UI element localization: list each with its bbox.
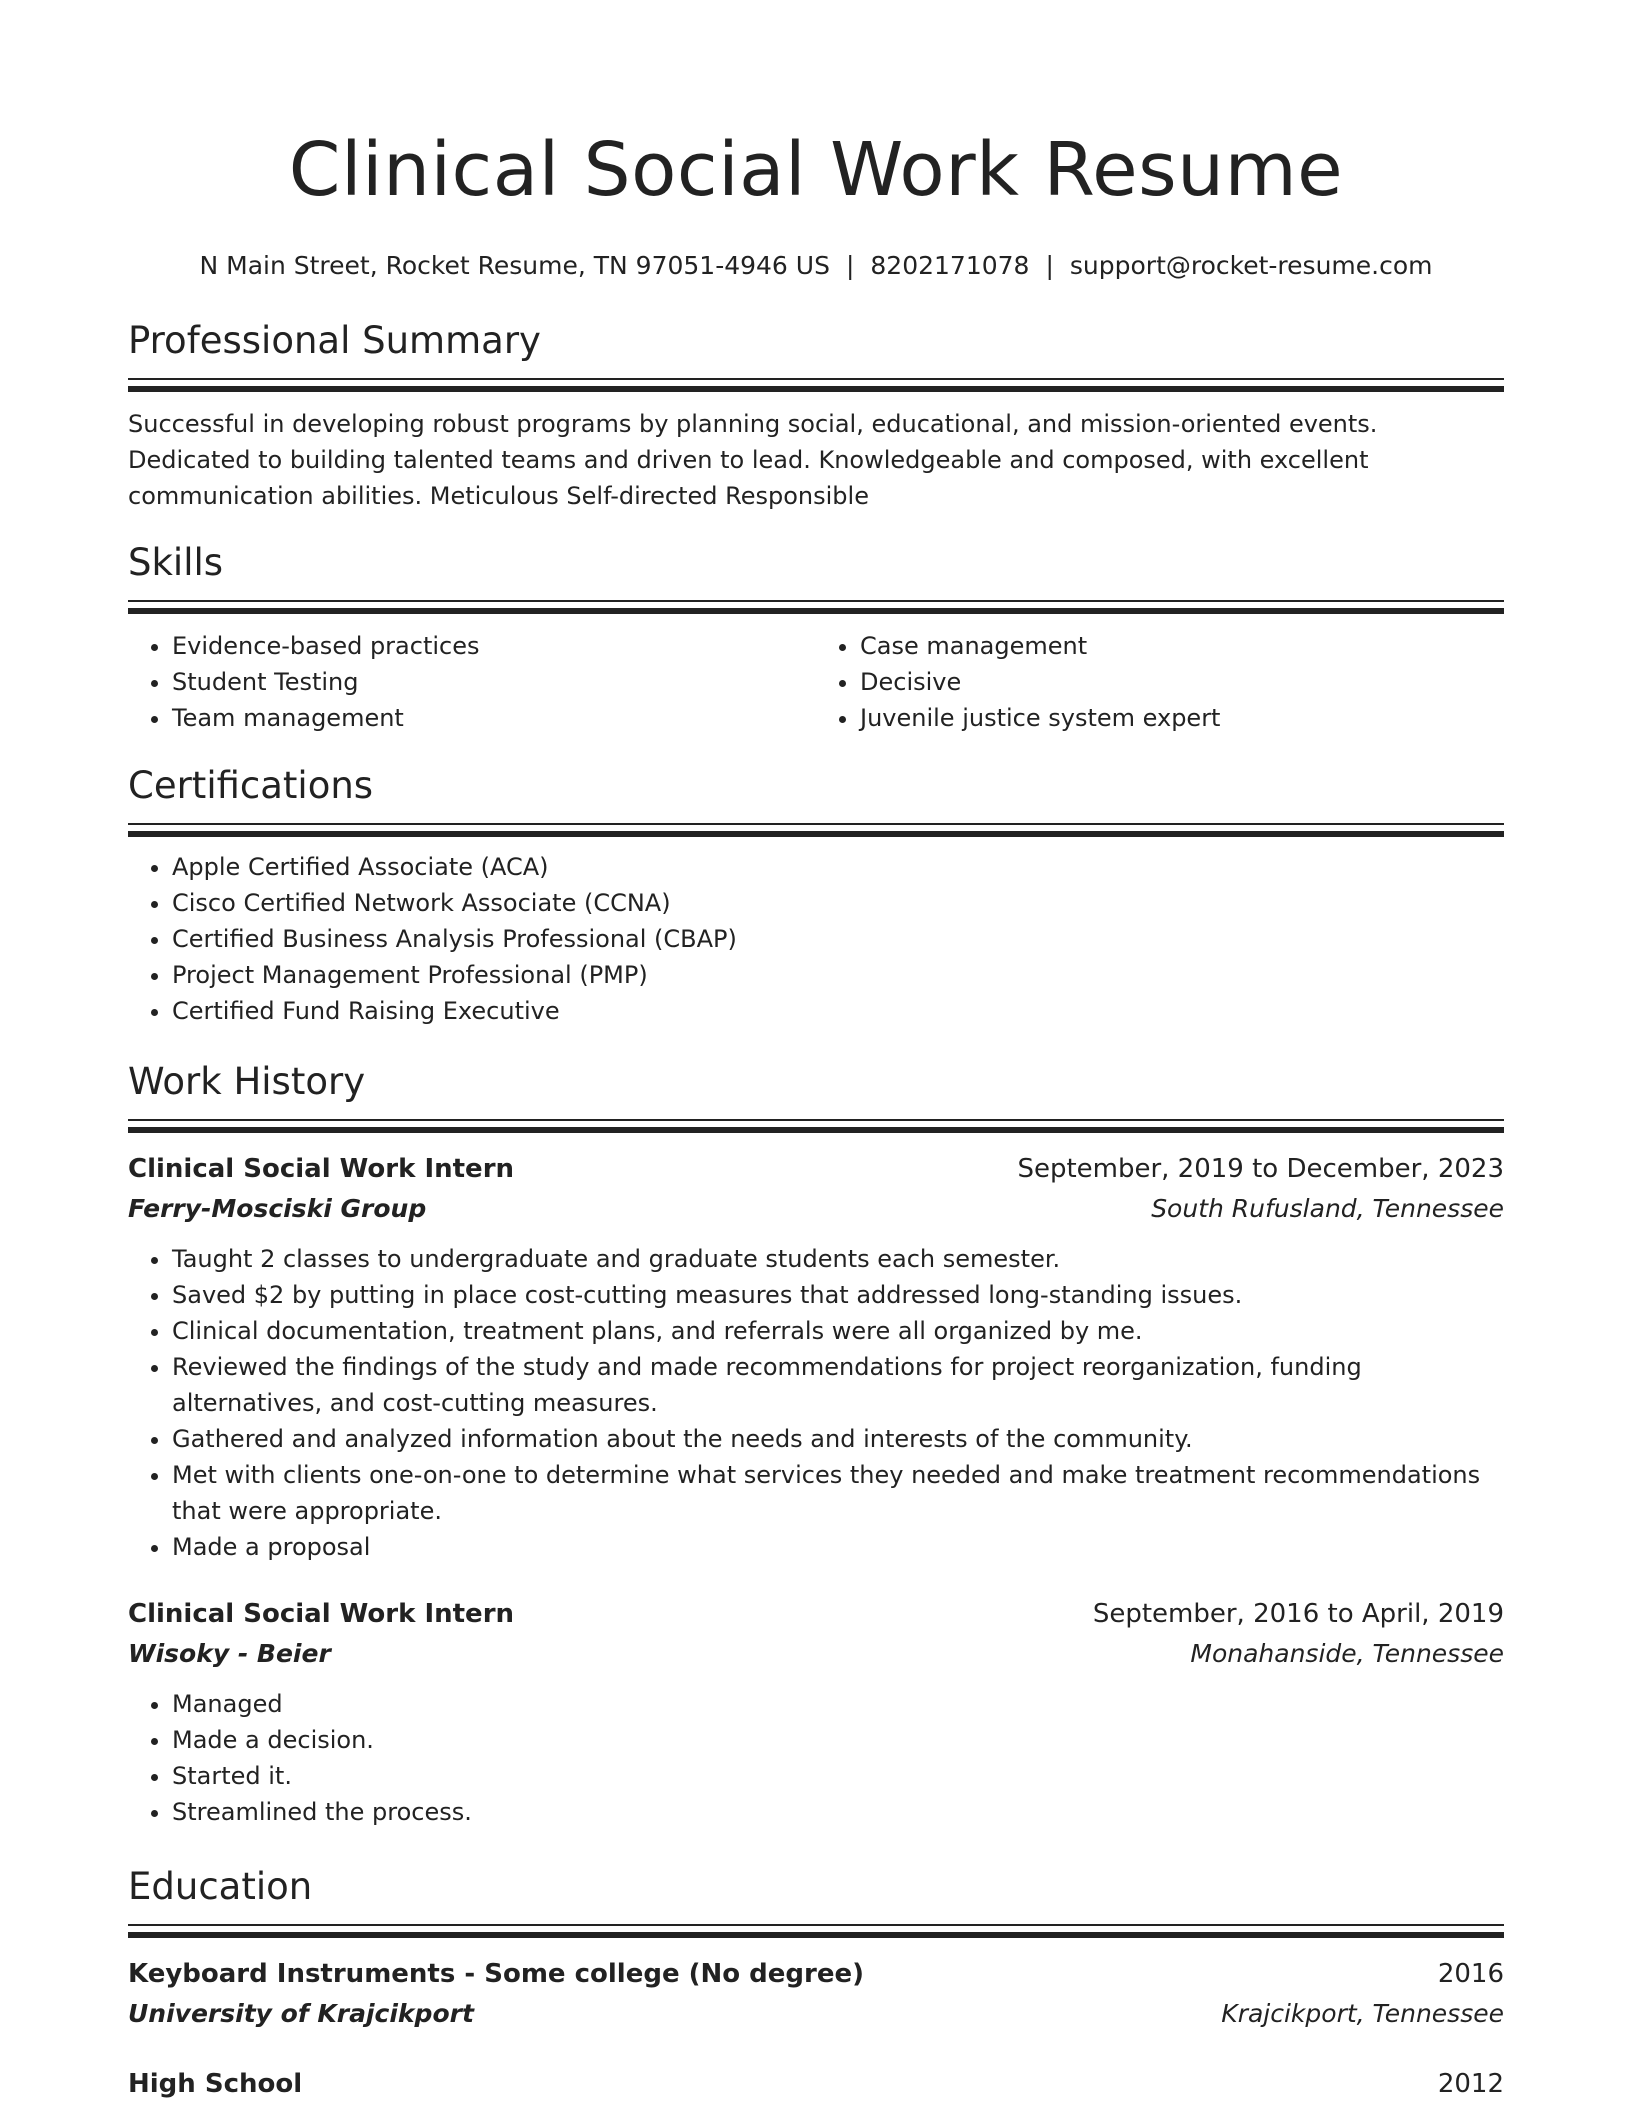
job-dates: September, 2019 to December, 2023 bbox=[1017, 1154, 1504, 1184]
section-rule bbox=[128, 600, 1504, 614]
resume-title: Clinical Social Work Resume bbox=[288, 127, 1344, 213]
address: N Main Street, Rocket Resume, TN 97051-4946 US bbox=[199, 251, 830, 280]
separator: | bbox=[1045, 251, 1054, 280]
skill-item: • Case management bbox=[860, 628, 1504, 664]
job-location: South Rufusland, Tennessee bbox=[1151, 1194, 1504, 1223]
email: support@rocket-resume.com bbox=[1069, 251, 1433, 280]
education-year: 2012 bbox=[1437, 2069, 1504, 2099]
job-bullet: • Clinical documentation, treatment plans, and referrals were all organized by me. bbox=[172, 1313, 1504, 1349]
separator: | bbox=[845, 251, 855, 280]
section-heading-education: Education bbox=[128, 1865, 313, 1908]
school-name: University of Krajcikport bbox=[128, 1999, 474, 2028]
summary-text: Successful in developing robust programs by planning social, educational, and mission-oriented events. Dedicated to building talented teams and driven to lead. Knowledgeable and composed, with excellent communication abilities. Meticulous Self-directed Responsible bbox=[128, 410, 1378, 510]
school-location: Krajcikport, Tennessee bbox=[1221, 1999, 1504, 2028]
degree: Keyboard Instruments - Some college (No degree) bbox=[128, 1959, 865, 1989]
job-bullet: • Managed bbox=[172, 1686, 1504, 1722]
job-bullet: • Taught 2 classes to undergraduate and graduate students each semester. bbox=[172, 1241, 1504, 1277]
job-entry bbox=[128, 1149, 1504, 1565]
skill-item: • Evidence-based practices bbox=[172, 628, 816, 664]
section-rule bbox=[128, 1119, 1504, 1133]
contact-line bbox=[128, 248, 1504, 284]
education-entry bbox=[128, 1954, 1504, 2034]
skill-item: • Decisive bbox=[860, 664, 1504, 700]
education-year: 2016 bbox=[1437, 1959, 1504, 1989]
section-heading-summary: Professional Summary bbox=[128, 319, 541, 362]
job-title: Clinical Social Work Intern bbox=[128, 1154, 515, 1184]
job-bullet: • Met with clients one-on-one to determine what services they needed and make treatment recommendations that were appropriate. bbox=[172, 1457, 1504, 1529]
skill-item: • Student Testing bbox=[172, 664, 816, 700]
certifications-list bbox=[128, 849, 1504, 1029]
section-heading-skills: Skills bbox=[128, 541, 224, 584]
job-bullet: • Gathered and analyzed information about the needs and interests of the community. bbox=[172, 1421, 1504, 1457]
skills-section bbox=[128, 540, 1504, 736]
job-entry bbox=[128, 1594, 1504, 1830]
phone: 8202171078 bbox=[870, 251, 1030, 280]
summary-section bbox=[128, 318, 1504, 514]
section-heading-certifications: Certifications bbox=[128, 764, 374, 807]
skills-list-left bbox=[128, 628, 816, 736]
section-heading-work: Work History bbox=[128, 1060, 366, 1103]
job-bullet: • Saved $2 by putting in place cost-cutting measures that addressed long-standing issues. bbox=[172, 1277, 1504, 1313]
job-bullets bbox=[128, 1241, 1504, 1565]
job-title: Clinical Social Work Intern bbox=[128, 1599, 515, 1629]
section-rule bbox=[128, 823, 1504, 837]
certification-item: • Certified Fund Raising Executive bbox=[172, 993, 1504, 1029]
section-rule bbox=[128, 378, 1504, 392]
job-bullet: • Made a proposal bbox=[172, 1529, 1504, 1565]
certification-item: • Certified Business Analysis Professional (CBAP) bbox=[172, 921, 1504, 957]
company-name: Wisoky - Beier bbox=[128, 1639, 331, 1668]
job-dates: September, 2016 to April, 2019 bbox=[1092, 1599, 1504, 1629]
job-bullet: • Streamlined the process. bbox=[172, 1794, 1504, 1830]
skills-columns bbox=[128, 628, 1504, 736]
work-section bbox=[128, 1059, 1504, 1826]
certification-item: • Project Management Professional (PMP) bbox=[172, 957, 1504, 993]
skill-item: • Team management bbox=[172, 700, 816, 736]
certifications-section bbox=[128, 763, 1504, 1029]
job-bullet: • Made a decision. bbox=[172, 1722, 1504, 1758]
job-bullets bbox=[128, 1686, 1504, 1830]
education-section bbox=[128, 1864, 1504, 2104]
company-name: Ferry-Mosciski Group bbox=[128, 1194, 427, 1223]
certification-item: • Cisco Certified Network Associate (CCNA) bbox=[172, 885, 1504, 921]
certification-item: • Apple Certified Associate (ACA) bbox=[172, 849, 1504, 885]
education-entry bbox=[128, 2064, 1504, 2104]
skill-item: • Juvenile justice system expert bbox=[860, 700, 1504, 736]
section-rule bbox=[128, 1924, 1504, 1938]
job-location: Monahanside, Tennessee bbox=[1190, 1639, 1504, 1668]
skills-list-right bbox=[816, 628, 1504, 736]
degree: High School bbox=[128, 2069, 303, 2099]
resume-page bbox=[128, 0, 1504, 2099]
job-bullet: • Reviewed the findings of the study and made recommendations for project reorganization, funding alternatives, and cost-cutting measures. bbox=[172, 1349, 1504, 1421]
job-bullet: • Started it. bbox=[172, 1758, 1504, 1794]
